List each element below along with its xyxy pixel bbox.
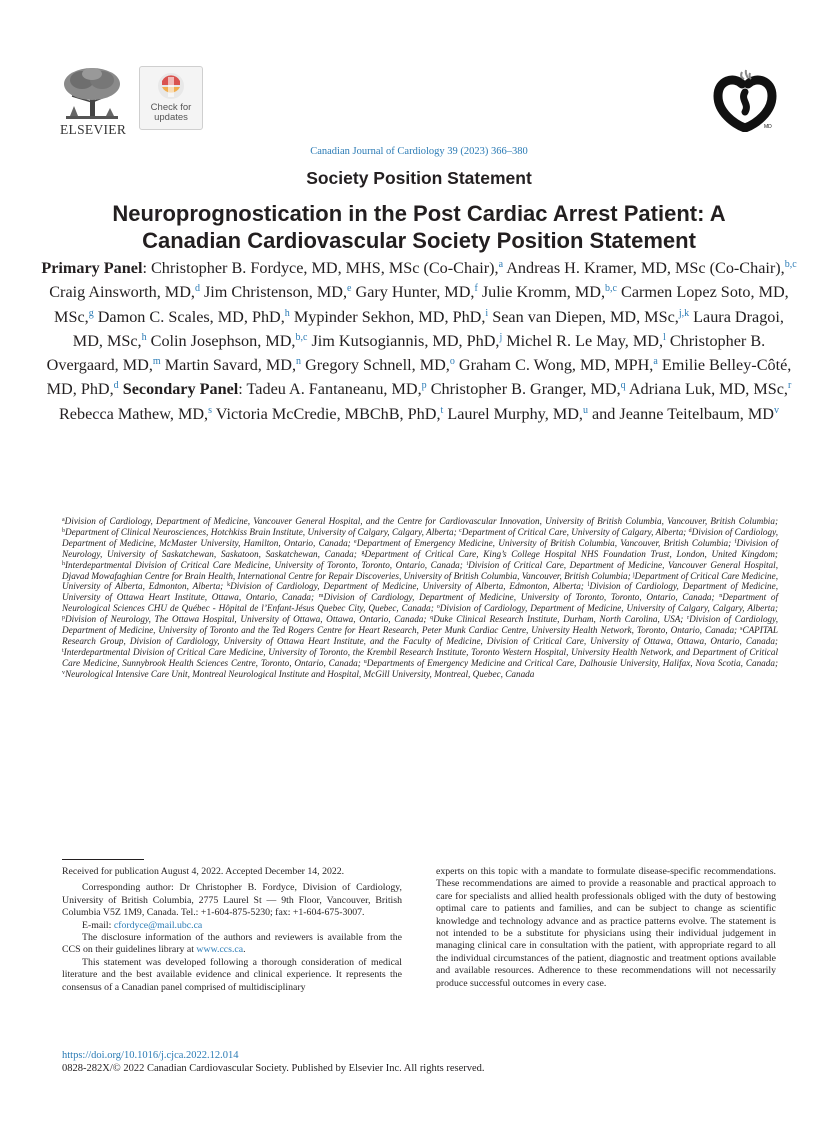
author-affiliation-ref[interactable]: f [474,283,478,295]
author-name: Christopher B. Overgaard, MD, [46,331,766,375]
affiliation-text: Division of Cardiology, Department of Medicine, University of Calgary, Calgary, Alberta; [439,603,779,614]
author-affiliation-ref[interactable]: s [208,404,212,416]
corresponding-author: Corresponding author: Dr Christopher B. Fordyce, Division of Cardiology, University of British Columbia, 2775 Laurel St — 9th Floor, Vancouver, British Columbia V5Z 1M9, Canada. Tel.: +1-604-875-5230; fax: +1-604-675-3007. [62,882,402,919]
affiliation-text: Division of Critical Care, Department of Medicine, Vancouver General Hospital, Djavad Mowafaghian Centre for Brain Health, International Centre for Repair Discoveries, University of British Columbia, Vancouver, British Columbia; [62,559,778,581]
section-label: Society Position Statement [306,168,532,188]
author-affiliation-ref[interactable]: h [141,331,147,343]
affiliation-text: Division of Cardiology, Department of Medicine, University of Toronto and the Ted Rogers Centre for Heart Research, Peter Munk Cardiac Centre, University Health Network, Toronto, Ontario, Canada; [62,614,779,636]
author-list [40,256,798,426]
author-name: Damon C. Scales, MD, PhD, [97,307,285,326]
author-affiliation-ref[interactable]: t [440,404,444,416]
affiliation-key: i [466,560,469,567]
author-affiliation-ref[interactable]: a [498,259,504,270]
affiliation-text: Department of Critical Care, King’s College Hospital NHS Foundation Trust, London, United Kingdom; [364,548,778,559]
elsevier-logo[interactable] [60,66,130,138]
affiliation-key: c [459,527,462,534]
affiliation-text: Department of Critical Care Medicine, University of Alberta, Edmonton, Alberta; [62,570,778,592]
primary-panel-label: Primary Panel [41,259,143,277]
affiliation-text: Departments of Emergency Medicine and Critical Care, Dalhousie University, Halifax, Nova Scotia, Canada; [366,657,779,668]
affiliation-text: CAPITAL Research Group, Division of Cardiology, University of Ottawa Heart Institute, and the Faculty of Medicine, Division of Critical Care, University of Ottawa, Ottawa, Ontario, Canada; [62,625,778,646]
statement-part-1: This statement was developed following a thorough consideration of medical literature and the best available evidence and clinical experience. It represents the consensus of a Canadian panel comprised of multidisciplinary [62,956,402,993]
author-name: Jim Christenson, MD, [203,283,347,302]
affiliation-text: Division of Cardiology, Department of Medicine, University of Ottawa Heart Institute, Ottawa, Ontario, Canada; [62,581,779,603]
affiliation-key: m [318,593,324,600]
journal-citation[interactable]: Canadian Journal of Cardiology 39 (2023) 366–380 [310,146,528,157]
author-affiliation-ref[interactable]: d [194,283,200,295]
author-affiliation-ref[interactable]: g [88,307,94,319]
email-line [62,920,402,932]
copyright-line: 0828-282X/© 2022 Canadian Cardiovascular Society. Published by Elsevier Inc. All rights reserved. [62,1063,485,1074]
affiliation-key: b [62,527,65,534]
ccs-logo-icon[interactable] [712,66,778,132]
affiliation-text: Division of Cardiology, Department of Medicine, Vancouver General Hospital, and the Centre for Cardiovascular Innovation, University of British Columbia, Vancouver, British Columbia; [64,516,778,526]
doi-link[interactable]: https://doi.org/10.1016/j.cjca.2022.12.014 [62,1050,239,1061]
affiliation-key: v [62,669,65,676]
affiliation-text: Neurological Intensive Care Unit, Montreal Neurological Institute and Hospital, McGill University, Montreal, Quebec, Canada [65,668,535,679]
panel-label-colon: : [238,380,243,399]
disclosure-text: The disclosure information of the authors and reviewers is available from the CCS on their guidelines library at [62,932,402,956]
author-affiliation-ref[interactable]: l [663,331,666,343]
author-affiliation-ref[interactable]: j [499,331,503,343]
affiliation-text: Department of Critical Care, University of Calgary, Alberta; [461,526,687,537]
elsevier-tree-icon [60,66,124,124]
ccs-website-link[interactable]: www.ccs.ca [196,944,244,956]
author-name: Laura Dragoi, MD, MSc, [72,307,784,350]
author-affiliation-ref[interactable]: r [787,380,792,392]
author-name: Mypinder Sekhon, MD, PhD, [293,307,486,326]
affiliation-key: a [62,517,65,523]
email-link[interactable]: cfordyce@mail.ubc.ca [113,919,203,931]
author-affiliation-ref[interactable]: o [449,356,455,368]
affiliation-key: u [363,658,367,665]
author-affiliation-ref[interactable]: p [421,380,427,392]
title-line-2: Canadian Cardiovascular Society Position Statement [142,228,696,253]
affiliation-key: p [62,615,65,622]
disclosure-period: . [243,944,246,956]
secondary-panel-label: Secondary Panel [122,380,239,399]
author-name: Christopher B. Fordyce, MD, MHS, MSc (Co-Chair), [151,259,499,277]
disclosure-note [62,932,402,957]
affiliation-text: Department of Clinical Neurosciences, Hotchkiss Brain Institute, University of Calgary, Calgary, Alberta; [65,526,457,537]
author-name: Gregory Schnell, MD, [305,356,450,375]
author-affiliation-ref[interactable]: q [620,380,626,392]
affiliation-key: t [62,647,64,654]
author-name: Carmen Lopez Soto, MD, MSc, [54,283,789,326]
affiliation-key: n [719,593,723,600]
affiliation-text: Department of Neurological Sciences CHU de Québec - Hôpital de l’Enfant-Jésus Quebec City, Quebec, Canada; [62,592,779,614]
affiliation-key: q [430,615,434,622]
affiliation-text: Division of Cardiology, Department of Medicine, University of Toronto, Toronto, Ontario, Canada; [323,592,715,603]
email-label: E-mail: [82,919,112,931]
author-name: Rebecca Mathew, MD, [59,404,209,423]
affiliation-text: Division of Cardiology, Department of Medicine, University of Alberta, Edmonton, Alberta; [230,581,584,592]
affiliation-text: Division of Neurology, University of Saskatchewan, Saskatoon, Saskatchewan, Canada; [62,537,778,559]
author-name: Michel R. Le May, MD, [506,331,664,350]
received-dates: Received for publication August 4, 2022. Accepted December 14, 2022. [62,866,345,877]
publisher-name: ELSEVIER [60,122,127,137]
affiliation-key: r [687,615,690,622]
affiliation-key: o [436,604,440,611]
article-title [0,200,838,254]
author-name: Sean van Diepen, MD, MSc, [492,307,679,326]
author-name: Laurel Murphy, MD, [447,404,583,423]
affiliation-key: s [740,626,743,633]
author-name: Christopher B. Granger, MD, [430,380,621,399]
check-for-updates-badge[interactable] [139,66,203,130]
author-name: Andreas H. Kramer, MD, MSc (Co-Chair), [506,259,785,277]
affiliation-key: f [734,538,737,545]
affiliation-text: Interdepartmental Division of Critical Care Medicine, University of Toronto, the Krembil Research Institute, Toronto Western Hospital, University Health Network, and Department of Critical Care Medicine, Sunnybrook Health Sciences Centre, Toronto, Ontario, Canada; [62,646,778,668]
affiliation-text: Interdepartmental Division of Critical Care Medicine, University of Toronto, Toronto, Ontario, Canada; [65,559,463,570]
author-affiliation-ref[interactable]: j,k [678,307,690,319]
footnote-divider [62,859,144,860]
author-affiliation-ref[interactable]: b,c [605,283,617,295]
author-affiliation-ref[interactable]: b,c [295,331,308,343]
author-affiliation-ref[interactable]: i [485,307,489,319]
affiliation-key: e [354,538,357,545]
affiliation-text: Division of Neurology, The Ottawa Hospital, University of Ottawa, Ottawa, Ontario, Canada; [65,614,427,625]
ccs-mark: MD [764,124,772,130]
author-name: Gary Hunter, MD, [355,283,475,302]
author-affiliation-ref[interactable]: e [347,283,352,295]
footnotes-left-column [62,866,402,994]
author-affiliation-ref[interactable]: m [152,356,161,368]
affiliations [62,516,778,680]
crossmark-icon [140,69,202,105]
panel-label-colon: : [142,259,147,277]
author-name: Tadeu A. Fantaneanu, MD, [246,380,422,399]
author-name: Graham C. Wong, MD, MPH, [458,356,654,375]
author-affiliation-ref[interactable]: d [113,380,119,392]
affiliation-text: Department of Emergency Medicine, University of British Columbia, Vancouver, British Columbia; [356,537,732,548]
title-line-1: Neuroprognostication in the Post Cardiac Arrest Patient: A [112,201,726,226]
affiliation-key: d [688,527,692,534]
author-name: Martin Savard, MD, [164,356,297,375]
author-name: Victoria McCredie, MBChB, PhD, [215,404,441,423]
author-affiliation-ref[interactable]: u [582,404,588,416]
affiliation-key: k [227,582,231,589]
author-name: Colin Josephson, MD, [150,331,296,350]
affiliation-text: Duke Clinical Research Institute, Durham, North Carolina, USA; [433,614,684,625]
affiliation-key: j [633,571,635,578]
author-affiliation-ref[interactable]: h [284,307,290,319]
author-affiliation-ref[interactable]: a [653,356,658,368]
footnotes-right-column [436,866,776,990]
author-name: Adriana Luk, MD, MSc, [628,380,788,399]
author-name: Emilie Belley-Côté, MD, PhD, [46,356,792,399]
author-name: Julie Kromm, MD, [481,283,606,302]
author-name: Craig Ainsworth, MD, [49,283,195,302]
affiliation-text: Division of Cardiology, Department of Medicine, McMaster University, Hamilton, Ontario, Canada; [62,526,778,548]
author-name: Jim Kutsogiannis, MD, PhD, [311,331,500,350]
author-affiliation-ref[interactable]: b,c [784,259,797,270]
affiliation-key: h [62,560,65,567]
header-logos [60,66,778,146]
crossmark-label: Check for updates [150,102,192,123]
author-affiliation-ref[interactable]: n [296,356,302,368]
affiliation-key: l [587,582,590,589]
author-name: and Jeanne Teitelbaum, MD [592,404,774,423]
author-affiliation-ref[interactable]: v [773,404,779,416]
affiliation-key: g [361,549,365,556]
statement-part-2: experts on this topic with a mandate to formulate disease-specific recommendations. These recommendations are aimed to provide a reasonable and practical approach to care for specialists and allied health professionals obliged with the duty of bestowing optimal care to patients and families, and can be subject to change as scientific knowledge and technology advance and as practice patterns evolve. The statement is not intended to be a substitute for physicians using their individual judgement in managing clinical care in consultation with the patient, with appropriate regard to all the individual circumstances of the patient, diagnostic and treatment options available and available resources. Adherence to these recommendations will not necessarily produce successful outcomes in every case. [436,866,776,989]
